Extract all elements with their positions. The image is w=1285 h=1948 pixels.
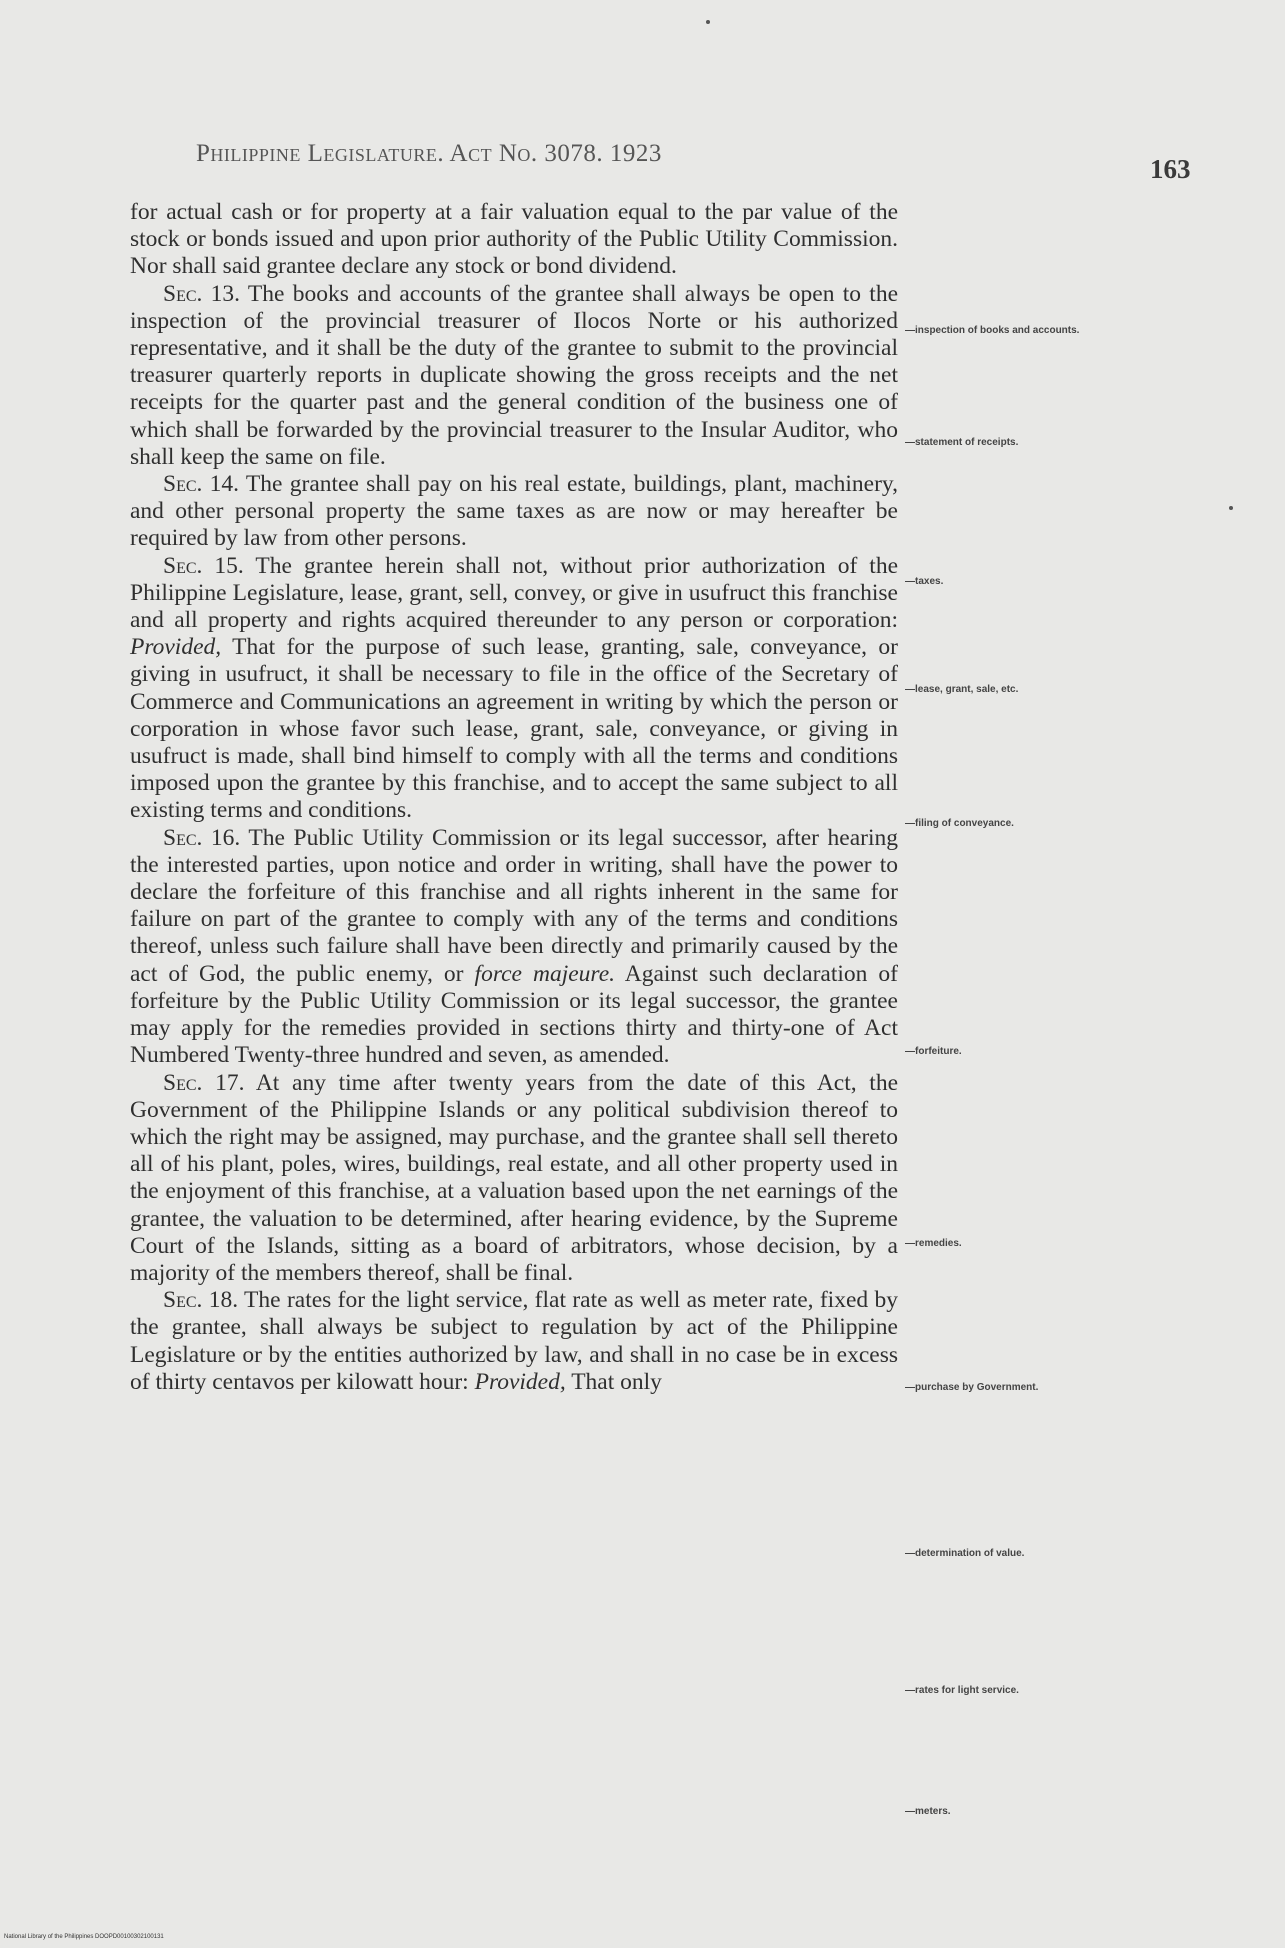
scan-speck	[706, 20, 710, 24]
body-text	[130, 199, 898, 1396]
margin-note-taxes: —taxes.	[905, 576, 944, 587]
section-text-cont: Against such declaration of forfeiture by the Public Utility Commission or its legal successor, the grantee may apply for the remedies provided in sections thirty and thirty-one of Act Numbered Twenty-three hundred and seven, as amended.	[130, 960, 898, 1069]
section-number: Sec. 16.	[163, 824, 241, 851]
section-text: The rates for the light service, flat rate as well as meter rate, fixed by the grantee, shall always be subject to regulation by act of the Philippine Legislature or by the entities authorized by law, and shall in no case be in excess of thirty centavos per kilowatt hour:	[130, 1287, 898, 1395]
section-13	[130, 281, 898, 471]
section-number: Sec. 17.	[163, 1069, 245, 1096]
margin-note-valuation: —determination of value.	[905, 1548, 1025, 1559]
section-14	[130, 471, 898, 553]
margin-note-filing: —filing of conveyance.	[905, 818, 1014, 829]
force-majeure-italic: force majeure.	[474, 960, 616, 987]
section-text: At any time after twenty years from the date of this Act, the Government of the Philippine Islands or any political subdivision thereof to which the right may be assigned, may purchase, and the grantee shall sell thereto all of his plant, poles, wires, buildings, real estate, and all other property used in the enjoyment of this franchise, at a valuation based upon the net earnings of the grantee, the valuation to be determined, after hearing evidence, by the Supreme Court of the Islands, sitting as a board of arbitrators, whose decision, by a majority of the members thereof, shall be final.	[130, 1069, 899, 1286]
running-head: Philippine Legislature. Act No. 3078. 1923	[196, 140, 662, 167]
section-number: Sec. 13.	[163, 280, 241, 307]
section-text: The Public Utility Commission or its legal successor, after hearing the interested parties, upon notice and order in writing, shall have the power to declare the forfeiture of this franchise and all rights inherent in the same for failure on part of the grantee to comply with any of the terms and conditions thereof, unless such failure shall have been directly and primarily caused by the act of God, the public enemy, or	[130, 824, 899, 987]
paragraph	[130, 199, 898, 281]
margin-note-lease: —lease, grant, sale, etc.	[905, 684, 1019, 695]
section-text: The books and accounts of the grantee shall always be open to the inspection of the provincial treasurer of Ilocos Norte or his authorized representative, and it shall be the duty of the grantee to submit to the provincial treasurer quarterly reports in duplicate showing the gross receipts and the net receipts for the quarter past and the general condition of the business one of which shall be forwarded by the provincial treasurer to the Insular Auditor, who shall keep the same on file.	[130, 280, 898, 470]
section-15	[130, 553, 898, 825]
proviso-italic: Provided,	[474, 1368, 566, 1395]
proviso-italic: Provided,	[130, 634, 222, 661]
margin-note-forfeiture: —forfeiture.	[905, 1046, 962, 1057]
paragraph-text: for actual cash or for property at a fair valuation equal to the par value of the stock or bonds issued and upon prior authority of the Public Utility Commission. Nor shall said grantee declare any stock or bond dividend.	[130, 199, 898, 280]
section-text-cont: That for the purpose of such lease, granting, sale, conveyance, or giving in usufruct, it shall be necessary to file in the office of the Secretary of Commerce and Communications an agreement in writing by which the person or corporation in whose favor such lease, grant, sale, conveyance, or giving in usufruct is made, shall bind himself to comply with all the terms and conditions imposed upon the grantee by this franchise, and to accept the same subject to all existing terms and conditions.	[130, 634, 898, 824]
page-number: 163	[1150, 154, 1191, 184]
section-number: Sec. 15.	[163, 552, 244, 579]
section-number: Sec. 14.	[163, 471, 240, 498]
section-number: Sec. 18.	[163, 1287, 239, 1314]
section-17	[130, 1070, 898, 1288]
margin-note-purchase: —purchase by Government.	[905, 1382, 1039, 1393]
section-text-cont: That only	[565, 1368, 662, 1395]
section-text: The grantee shall pay on his real estate, buildings, plant, machinery, and other personal property the same taxes as are now or may hereafter be required by law from other persons.	[130, 471, 899, 552]
section-18	[130, 1287, 898, 1396]
section-16	[130, 825, 898, 1070]
scan-speck	[1229, 506, 1233, 510]
section-text: The grantee herein shall not, without prior authorization of the Philippine Legislature, lease, grant, sell, convey, or give in usufruct this franchise and all property and rights acquired thereunder to any person or corporation:	[130, 552, 898, 634]
margin-note-remedies: —remedies.	[905, 1238, 962, 1249]
margin-note-receipts: —statement of receipts.	[905, 437, 1019, 448]
margin-note-meters: —meters.	[905, 1806, 951, 1817]
margin-note-rates: —rates for light service.	[905, 1685, 1019, 1696]
margin-note-inspection: —inspection of books and accounts.	[905, 325, 1080, 336]
scan-footer: National Library of the Philippines DOOPD00100302100131	[4, 1934, 164, 1940]
